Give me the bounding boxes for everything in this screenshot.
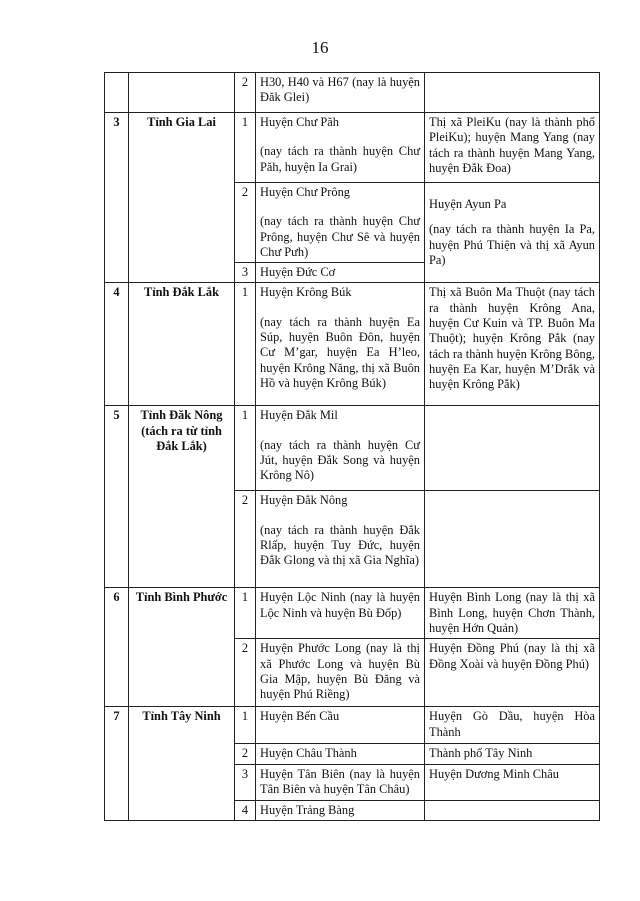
index-cell: 2 [235, 73, 256, 113]
new-district-cell [425, 406, 600, 491]
index-cell: 1 [235, 588, 256, 639]
old-district-cell: Huyện Trảng Bàng [256, 800, 425, 820]
district-name: Huyện Đắk Nông [260, 493, 348, 508]
new-district-cell: Huyện Bình Long (nay là thị xã Bình Long, huyện Chơn Thành, huyện Hớn Quản) [425, 588, 600, 639]
province-name: Tỉnh Tây Ninh [129, 707, 235, 821]
province-name: Tỉnh Bình Phước [129, 588, 235, 707]
new-district-cell: Huyện Gò Dầu, huyện Hòa Thành [425, 707, 600, 744]
province-name [129, 406, 235, 588]
province-title: Tỉnh Đăk Nông [140, 408, 223, 423]
district-note: (nay tách ra thành huyện Ea Súp, huyện Buôn Đôn, huyện Cư M’gar, huyện Ea H’leo, huyện Krông Năng, thị xã Buôn Hồ và huyện Krông Búk) [260, 314, 420, 390]
new-district-cell [425, 491, 600, 588]
index-cell: 2 [235, 491, 256, 588]
province-name: Tỉnh Đắk Lắk [129, 283, 235, 406]
old-district-cell [256, 283, 425, 406]
old-district-cell [256, 183, 425, 263]
table-row [105, 588, 600, 639]
index-cell: 1 [235, 406, 256, 491]
district-name: Huyện Chư Păh [260, 115, 339, 129]
old-district-cell: H30, H40 và H67 (nay là huyện Đăk Glei) [256, 73, 425, 113]
district-note: (nay tách ra thành huyện Ia Pa, huyện Phú Thiện và thị xã Ayun Pa) [429, 222, 595, 268]
district-note: (nay tách ra thành huyện Chư Prông, huyện Chư Sê và huyện Chư Pưh) [260, 214, 420, 259]
group-number: 6 [105, 588, 129, 707]
index-cell: 1 [235, 707, 256, 744]
new-district-cell: Huyện Đồng Phú (nay là thị xã Đồng Xoài và huyện Đồng Phú) [425, 639, 600, 707]
group-number: 4 [105, 283, 129, 406]
old-district-cell: Huyện Tân Biên (nay là huyện Tân Biên và huyện Tân Châu) [256, 764, 425, 800]
index-cell: 2 [235, 744, 256, 764]
district-name: Huyện Đắk Mil [260, 408, 338, 423]
province-name: Tỉnh Gia Lai [129, 113, 235, 283]
group-number: 5 [105, 406, 129, 588]
new-district-cell: Thị xã PleiKu (nay là thành phố PleiKu); huyện Mang Yang (nay tách ra thành huyện Mang Yang, huyện Đắk Đoa) [425, 113, 600, 183]
district-name: Huyện Chư Prông [260, 185, 351, 199]
district-name: Huyện Krông Búk [260, 285, 352, 300]
index-cell: 3 [235, 764, 256, 800]
table-row [105, 113, 600, 183]
district-name: Huyện Ayun Pa [429, 197, 507, 212]
index-cell: 2 [235, 183, 256, 263]
new-district-cell: Thành phố Tây Ninh [425, 744, 600, 764]
old-district-cell [256, 113, 425, 183]
index-cell: 3 [235, 263, 256, 283]
table-row [105, 73, 600, 113]
index-cell: 2 [235, 639, 256, 707]
table-row [105, 707, 600, 744]
no-cell [105, 73, 129, 113]
district-note: (nay tách ra thành huyện Đắk Rlấp, huyện Tuy Đức, huyện Đắk Glong và thị xã Gia Nghĩa) [260, 522, 420, 568]
old-district-cell: Huyện Châu Thành [256, 744, 425, 764]
table-row [105, 406, 600, 491]
index-cell: 1 [235, 113, 256, 183]
index-cell: 4 [235, 800, 256, 820]
group-number: 3 [105, 113, 129, 283]
old-district-cell: Huyện Đức Cơ [256, 263, 425, 283]
province-note: (tách ra từ tỉnh Đắk Lắk) [141, 423, 222, 454]
old-district-cell: Huyện Bến Cầu [256, 707, 425, 744]
province-cell [129, 73, 235, 113]
district-table [104, 72, 600, 821]
new-district-cell: Huyện Dương Minh Châu [425, 764, 600, 800]
new-district-cell: Thị xã Buôn Ma Thuột (nay tách ra thành huyện Krông Ana, huyện Cư Kuin và TP. Buôn Ma Thuột); huyện Krông Pắk (nay tách ra thành huyện Krông Bông, huyện Ea Kar, huyện M’Drắk và huyện Krông Pắk) [425, 283, 600, 406]
old-district-cell: Huyện Phước Long (nay là thị xã Phước Long và huyện Bù Gia Mập, huyện Bù Đăng và huyện Phú Riềng) [256, 639, 425, 707]
index-cell: 1 [235, 283, 256, 406]
district-note: (nay tách ra thành huyện Chư Păh, huyện Ia Grai) [260, 144, 420, 174]
table-row [105, 283, 600, 406]
group-number: 7 [105, 707, 129, 821]
old-district-cell: Huyện Lộc Ninh (nay là huyện Lộc Ninh và huyện Bù Đốp) [256, 588, 425, 639]
new-district-cell [425, 183, 600, 283]
old-district-cell [256, 491, 425, 588]
district-note: (nay tách ra thành huyện Cư Jút, huyện Đắk Song và huyện Krông Nô) [260, 437, 420, 483]
new-district-cell [425, 800, 600, 820]
page-number: 16 [311, 38, 329, 57]
new-district-cell [425, 73, 600, 113]
old-district-cell [256, 406, 425, 491]
